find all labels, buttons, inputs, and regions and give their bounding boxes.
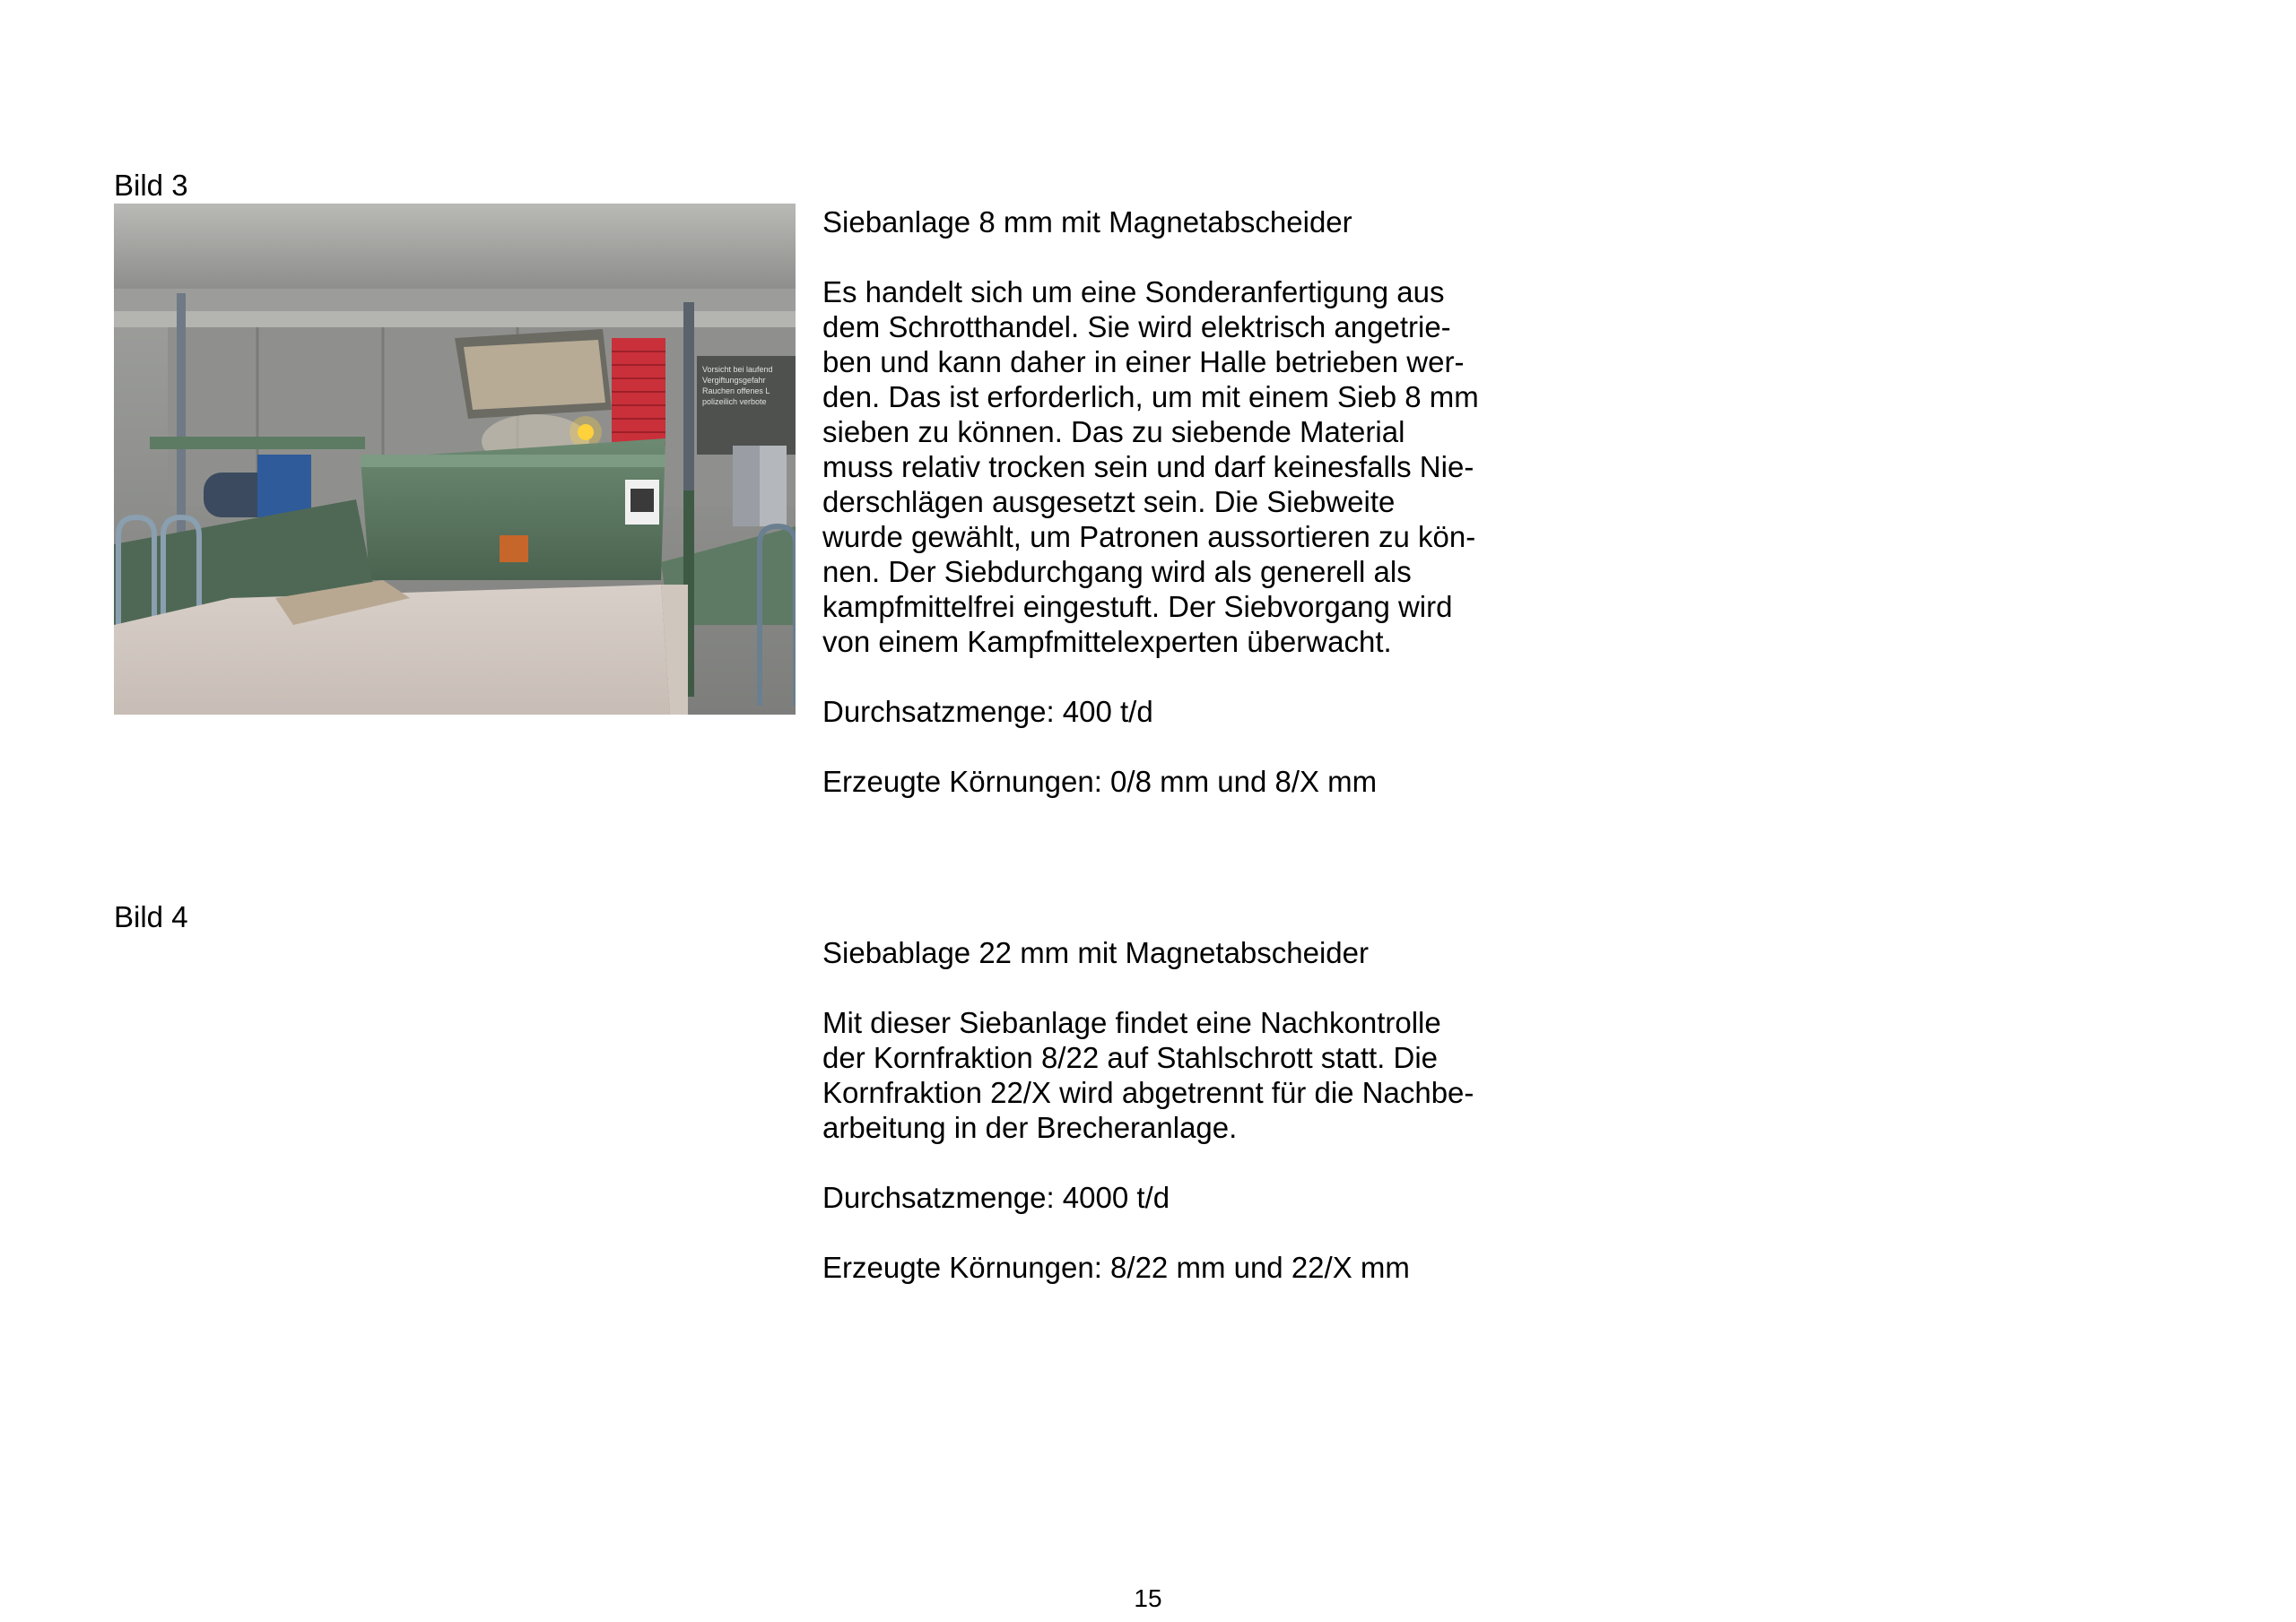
figure-4-paragraph xyxy=(822,1005,1513,1145)
paragraph-line: nen. Der Siebdurchgang wird als generell als xyxy=(822,555,1412,588)
figure-4-heading: Siebablage 22 mm mit Magnetabscheider xyxy=(822,936,1370,969)
svg-text:Rauchen offenes L: Rauchen offenes L xyxy=(702,386,770,395)
paragraph-line: wurde gewählt, um Patronen aussortieren zu kön- xyxy=(822,520,1476,553)
figure-3-description xyxy=(822,204,1513,799)
paragraph-line: von einem Kampfmittelexperten überwacht. xyxy=(822,625,1392,658)
paragraph-line: kampfmittelfrei eingestuft. Der Siebvorgang wird xyxy=(822,590,1453,623)
paragraph-line: arbeitung in der Brecheranlage. xyxy=(822,1111,1238,1144)
figure-3-heading: Siebanlage 8 mm mit Magnetabscheider xyxy=(822,205,1352,239)
figure-3-photo xyxy=(114,204,796,715)
figure-4-description xyxy=(822,935,1513,1285)
figure-3-label: Bild 3 xyxy=(114,169,188,202)
figure-3-grain-sizes: Erzeugte Körnungen: 0/8 mm und 8/X mm xyxy=(822,765,1378,798)
paragraph-line: dem Schrotthandel. Sie wird elektrisch angetrie- xyxy=(822,310,1451,343)
svg-text:Vorsicht bei laufend: Vorsicht bei laufend xyxy=(702,365,773,374)
paragraph-line: sieben zu können. Das zu siebende Material xyxy=(822,415,1405,448)
svg-text:polizeilich verbote: polizeilich verbote xyxy=(702,397,767,406)
figure-3-throughput: Durchsatzmenge: 400 t/d xyxy=(822,695,1153,728)
figure-4-throughput: Durchsatzmenge: 4000 t/d xyxy=(822,1181,1170,1214)
page-number: 15 xyxy=(1134,1584,1162,1612)
paragraph-line: Kornfraktion 22/X wird abgetrennt für die Nachbe- xyxy=(822,1076,1474,1109)
screening-plant-photo xyxy=(114,204,796,715)
paragraph-line: ben und kann daher in einer Halle betrieben wer- xyxy=(822,345,1465,378)
svg-text:Vergiftungsgefahr: Vergiftungsgefahr xyxy=(702,376,766,385)
paragraph-line: Mit dieser Siebanlage findet eine Nachkontrolle xyxy=(822,1006,1441,1039)
paragraph-line: der Kornfraktion 8/22 auf Stahlschrott statt. Die xyxy=(822,1041,1439,1074)
paragraph-line: Es handelt sich um eine Sonderanfertigung aus xyxy=(822,275,1445,308)
paragraph-line: den. Das ist erforderlich, um mit einem Sieb 8 mm xyxy=(822,380,1479,413)
figure-4-grain-sizes: Erzeugte Körnungen: 8/22 mm und 22/X mm xyxy=(822,1251,1410,1284)
paragraph-line: derschlägen ausgesetzt sein. Die Siebweite xyxy=(822,485,1396,518)
figure-4-label: Bild 4 xyxy=(114,900,188,933)
paragraph-line: muss relativ trocken sein und darf keinesfalls Nie- xyxy=(822,450,1474,483)
figure-3-paragraph xyxy=(822,274,1513,659)
